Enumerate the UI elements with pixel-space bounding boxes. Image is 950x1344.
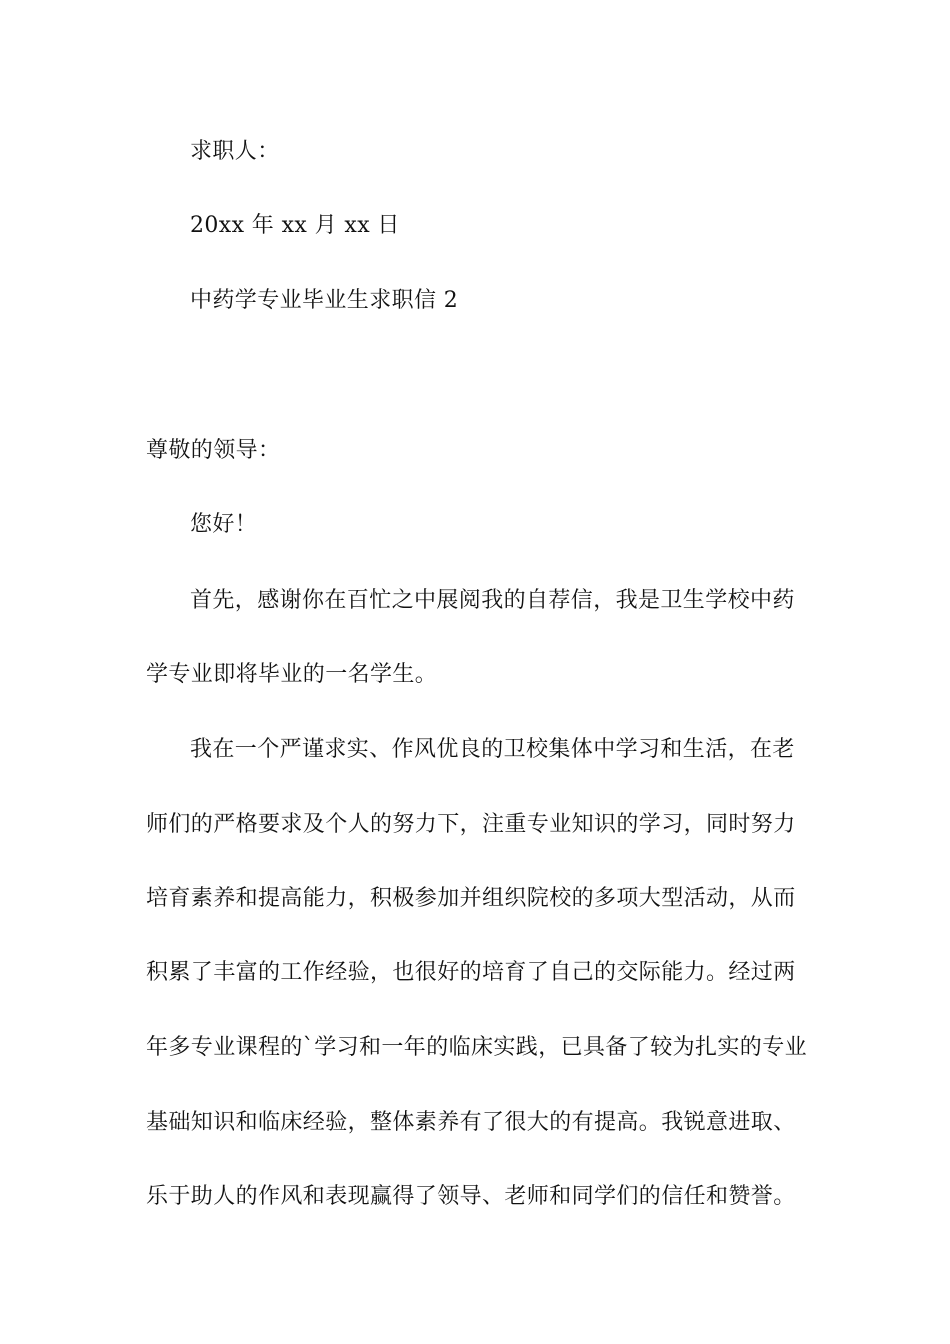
greeting: 您好！ (190, 512, 258, 537)
signer-label: 求职人： (190, 139, 280, 164)
paragraph-2-line-6: 基础知识和临床经验，整体素养有了很大的有提高。我锐意进取、 (146, 1110, 796, 1135)
letter-date: 20xx 年 xx 月 xx 日 (190, 213, 400, 238)
paragraph-2-line-1: 我在一个严谨求实、作风优良的卫校集体中学习和生活，在老 (190, 737, 795, 762)
paragraph-1-line-2: 学专业即将毕业的一名学生。 (146, 662, 438, 687)
paragraph-2-line-5: 年多专业课程的`学习和一年的临床实践，已具备了较为扎实的专业 (146, 1035, 808, 1060)
paragraph-1-line-1: 首先，感谢你在百忙之中展阅我的自荐信，我是卫生学校中药 (190, 588, 795, 613)
paragraph-2-line-4: 积累了丰富的工作经验，也很好的培育了自己的交际能力。经过两 (146, 960, 796, 985)
paragraph-2-line-3: 培育素养和提高能力，积极参加并组织院校的多项大型活动，从而 (146, 886, 796, 911)
section-title: 中药学专业毕业生求职信 2 (190, 288, 459, 313)
salutation: 尊敬的领导： (146, 438, 281, 463)
paragraph-2-line-2: 师们的严格要求及个人的努力下，注重专业知识的学习，同时努力 (146, 812, 796, 837)
paragraph-2-line-7: 乐于助人的作风和表现赢得了领导、老师和同学们的信任和赞誉。 (146, 1184, 796, 1209)
